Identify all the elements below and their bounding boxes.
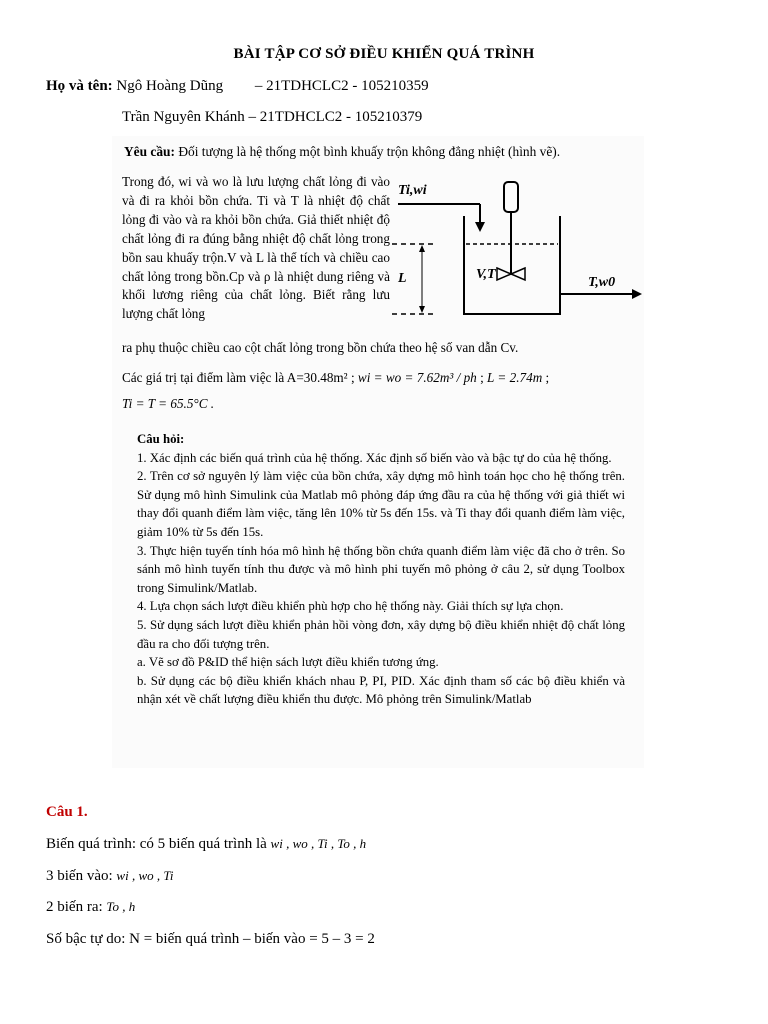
requirement [124,144,560,160]
level-label: L [398,271,407,286]
question-5: 5. Sử dụng sách lượt điều khiển phản hồi vòng đơn, xây dựng bộ điều khiển nhiệt độ chất lỏng đầu ra cho đối tượng trên. [137,617,625,651]
authors-label: Họ và tên: [46,78,113,94]
flow-value: wi = wo = 7.62m³ / ph [357,370,477,385]
question-1: 1. Xác định các biến quá trình của hệ thống. Xác định số biến vào và bậc tự do của hệ thống. [137,450,612,465]
output-variables-math: To , h [106,899,136,914]
author-2-info: – 21TDHCLC2 - 105210379 [248,109,423,125]
process-variables-math: wi , wo , Ti , To , h [270,836,367,851]
answer-heading: Câu 1. [46,804,88,820]
level-value: L = 2.74m [487,370,543,385]
operating-point-line-2 [122,396,214,412]
answer-line-3: 2 biến ra: To , h [46,899,136,915]
question-5b: b. Sử dụng các bộ điều khiển khách nhau P, PI, PID. Xác định tham số các bộ điều khiển và nhận xét về chất lượng điều khiển thu được. Mô phỏng trên Simulink/Matlab [137,673,625,707]
questions-heading: Câu hỏi: [137,432,185,446]
answer-line-4: Số bậc tự do: N = biến quá trình – biến vào = 5 – 3 = 2 [46,931,375,947]
problem-scan [112,136,644,768]
author-row-2 [122,109,422,126]
inlet-label: Ti,wi [398,183,427,198]
document-title: BÀI TẬP CƠ SỞ ĐIỀU KHIỂN QUÁ TRÌNH [233,46,535,62]
impeller-left [497,268,511,280]
stirred-tank-diagram [392,174,644,334]
author-1-info: – 21TDHCLC2 - 105210359 [254,78,429,94]
author-row-1 [46,78,429,95]
answer-line-1: Biến quá trình: có 5 biến quá trình là wi , wo , Ti , To , h [46,836,367,852]
outlet-label: T,w0 [588,275,616,290]
impeller-right [511,268,525,280]
temperature-value: Ti = T = 65.5°C . [122,396,215,411]
input-variables-math: wi , wo , Ti [116,868,174,883]
problem-description-last: ra phụ thuộc chiều cao cột chất lỏng trong bồn chứa theo hệ số van dẫn Cv. [122,340,519,355]
stirrer-motor [504,182,518,212]
inlet-arrow [475,222,485,232]
problem-description: Trong đó, wi và wo là lưu lượng chất lỏng đi vào và đi ra khỏi bồn chứa. Ti và T là nhiệt độ chất lỏng đi vào và ra khỏi bồn chứa. Giả thiết nhiệt độ chất lỏng đi ra đúng bằng nhiệt độ chất lỏng trong bồn sau khuấy trộn.V và L là thể tích và chiều cao chất lỏng trong bồn.Cp và ρ là nhiệt dung riêng và khối lương riêng của chất lỏng. Biết rằng lưu lượng chất lỏng [122,174,390,322]
answer-line-2: 3 biến vào: wi , wo , Ti [46,868,174,884]
outlet-arrow [632,289,642,299]
operating-point-line-1: Các giá trị tại điểm làm việc là A=30.48m² ; wi = wo = 7.62m³ / ph ; L = 2.74m ; [122,370,550,385]
question-4: 4. Lựa chọn sách lượt điều khiển phù hợp cho hệ thống này. Giải thích sự lựa chọn. [137,599,564,614]
question-5a: a. Vẽ sơ đồ P&ID thể hiện sách lượt điều khiển tương ứng. [137,655,439,670]
area-value: A=30.48m² [286,370,348,385]
author-1-name: Ngô Hoàng Dũng [116,78,224,94]
tank-label: V,T [476,267,496,282]
requirement-label: Yêu cầu: [124,144,175,159]
requirement-text: Đối tượng là hệ thống một bình khuấy trộn không đẳng nhiệt (hình vẽ). [178,144,561,159]
question-2: 2. Trên cơ sở nguyên lý làm việc của bồn chứa, xây dựng mô hình toán học cho hệ thống trên. Sử dụng mô hình Simulink của Matlab mô phỏng đáp ứng đầu ra của hệ thống với giả thiết wi thay đổi quanh điểm làm việc, tăng lên 10% từ 5s đến 15s. và Ti thay đổi quanh điểm làm việc, giảm 10% từ 5s đến 15s. [137,469,625,539]
author-2-name: Trần Nguyên Khánh [122,109,245,125]
operating-point-prefix: Các giá trị tại điểm làm việc là [122,370,285,385]
question-3: 3. Thực hiện tuyến tính hóa mô hình hệ thống bồn chứa quanh điểm làm việc đã cho ở trên. So sánh mô hình tuyến tính thu được và mô hình phi tuyến mô phỏng ở câu 2, sử dụng Toolbox trong Simulink/Matlab. [137,543,625,595]
questions-block [137,430,625,709]
